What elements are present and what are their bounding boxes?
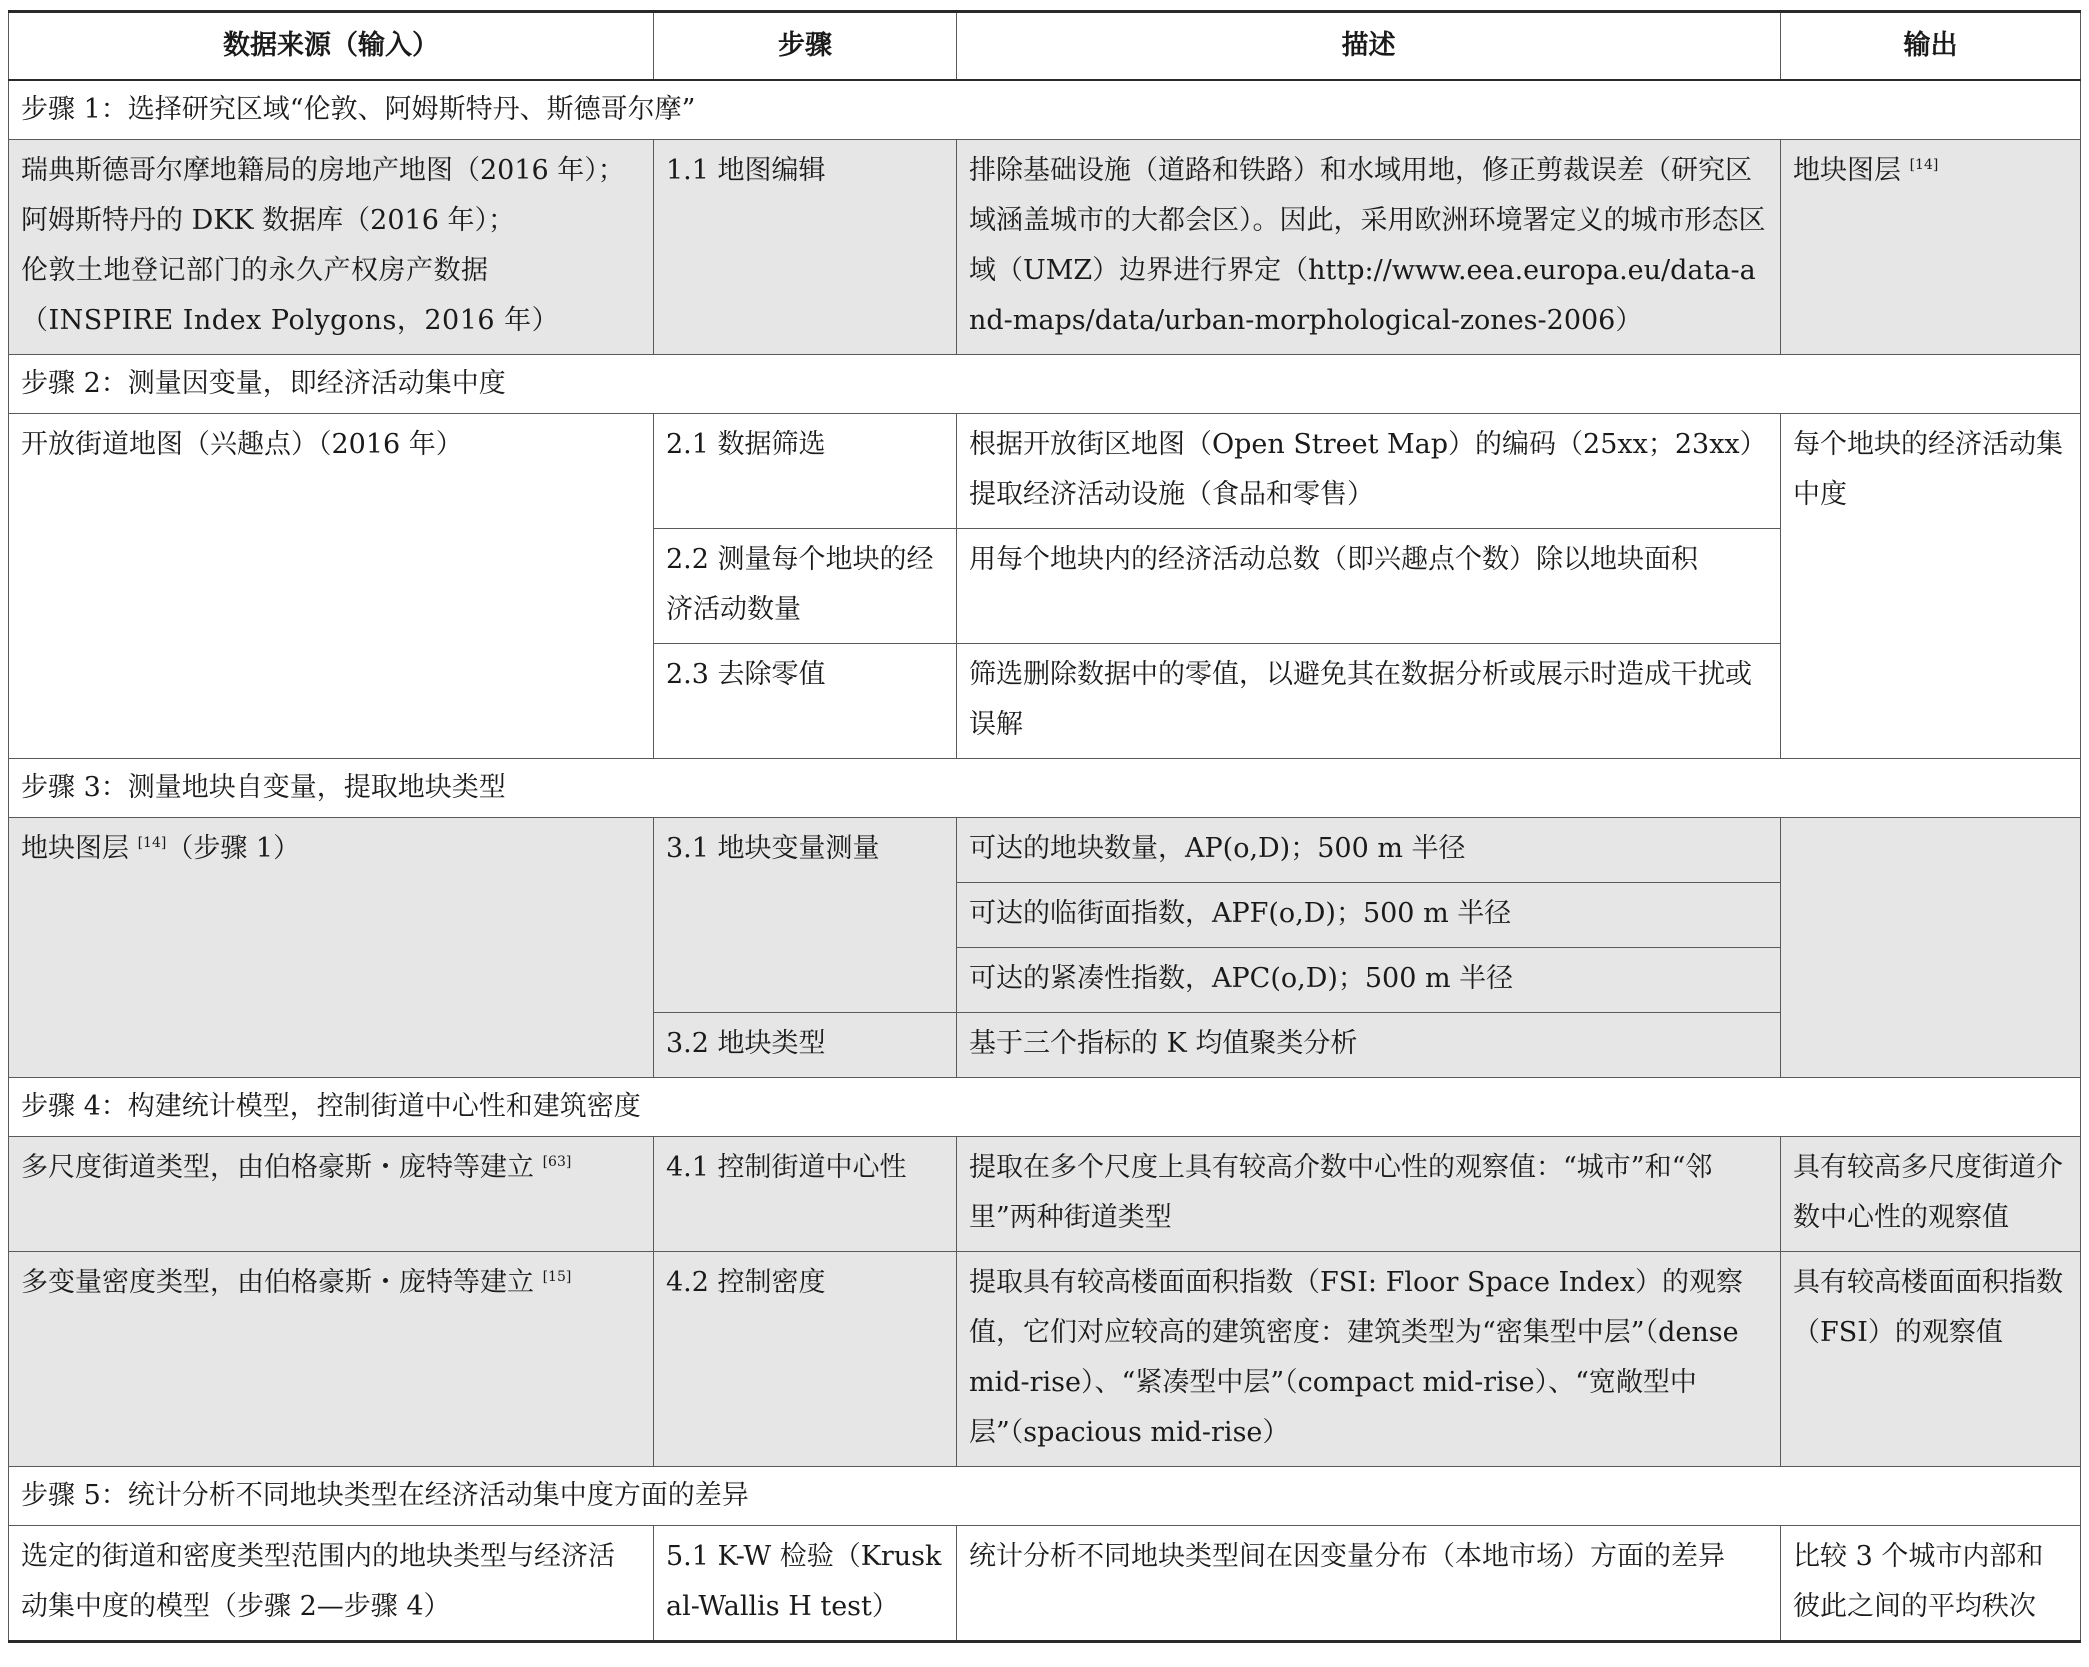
step5-step: 5.1 K-W 检验（Kruskal-Wallis H test）	[654, 1526, 957, 1642]
step3-source-text: 地块图层	[21, 833, 129, 864]
step4-row-2	[9, 1252, 2081, 1467]
step4-source-1-text: 多尺度街道类型，由伯格豪斯・庞特等建立	[21, 1152, 534, 1183]
step2-description-1: 根据开放街区地图（Open Street Map）的编码（25xx；23xx）提取经济活动设施（食品和零售）	[957, 414, 1781, 529]
step3-source	[9, 818, 654, 1078]
step1-source-line: 伦敦土地登记部门的永久产权房产数据（INSPIRE Index Polygons，2016 年）	[21, 255, 560, 336]
step1-description: 排除基础设施（道路和铁路）和水域用地，修正剪裁误差（研究区域涵盖城市的大都会区）。因此，采用欧洲环境署定义的城市形态区域（UMZ）边界进行界定（http://www.eea.europa.eu/data-and-maps/data/urban-morphological-zones-2006）	[957, 140, 1781, 355]
step2-source: 开放街道地图（兴趣点）（2016 年）	[9, 414, 654, 759]
step2-description-2: 用每个地块内的经济活动总数（即兴趣点个数）除以地块面积	[957, 529, 1781, 644]
step1-source	[9, 140, 654, 355]
step5-title: 步骤 5：统计分析不同地块类型在经济活动集中度方面的差异	[9, 1467, 2081, 1526]
step5-description: 统计分析不同地块类型间在因变量分布（本地市场）方面的差异	[957, 1526, 1781, 1642]
step4-source-2-ref: [15]	[542, 1269, 572, 1285]
step1-title: 步骤 1：选择研究区域“伦敦、阿姆斯特丹、斯德哥尔摩”	[9, 80, 2081, 140]
step3-row-1	[9, 818, 2081, 883]
header-step: 步骤	[654, 12, 957, 81]
step4-source-2-text: 多变量密度类型，由伯格豪斯・庞特等建立	[21, 1267, 534, 1298]
step4-source-1	[9, 1137, 654, 1252]
step1-output-text: 地块图层	[1793, 155, 1901, 186]
step1-row	[9, 140, 2081, 355]
step3-title: 步骤 3：测量地块自变量，提取地块类型	[9, 759, 2081, 818]
step3-output	[1781, 818, 2081, 1078]
step2-title: 步骤 2：测量因变量，即经济活动集中度	[9, 355, 2081, 414]
header-row	[9, 12, 2081, 81]
step4-description-2: 提取具有较高楼面面积指数（FSI: Floor Space Index）的观察值，它们对应较高的建筑密度：建筑类型为“密集型中层”（dense mid-rise）、“紧凑型中层”（compact mid-rise）、“宽敞型中层”（spacious mid-rise）	[957, 1252, 1781, 1467]
step3-desc-b: 基于三个指标的 K 均值聚类分析	[957, 1013, 1781, 1078]
step3-step-b: 3.2 地块类型	[654, 1013, 957, 1078]
step4-source-1-ref: [63]	[542, 1154, 572, 1170]
step4-title-row	[9, 1078, 2081, 1137]
step2-output: 每个地块的经济活动集中度	[1781, 414, 2081, 759]
step1-step: 1.1 地图编辑	[654, 140, 957, 355]
step3-source-ref: [14]	[137, 835, 167, 851]
step3-desc-a3: 可达的紧凑性指数，APC(o,D)；500 m 半径	[957, 948, 1781, 1013]
step1-title-row	[9, 80, 2081, 140]
step1-source-line: 阿姆斯特丹的 DKK 数据库（2016 年）；	[21, 205, 515, 236]
step2-step-3: 2.3 去除零值	[654, 644, 957, 759]
step3-source-suffix: （步骤 1）	[166, 833, 301, 864]
step2-title-row	[9, 355, 2081, 414]
step4-output-1: 具有较高多尺度街道介数中心性的观察值	[1781, 1137, 2081, 1252]
step2-description-3: 筛选删除数据中的零值，以避免其在数据分析或展示时造成干扰或误解	[957, 644, 1781, 759]
methodology-table	[8, 10, 2081, 1643]
step4-step-2: 4.2 控制密度	[654, 1252, 957, 1467]
step4-output-2: 具有较高楼面面积指数（FSI）的观察值	[1781, 1252, 2081, 1467]
step1-output-ref: [14]	[1909, 157, 1939, 173]
step4-description-1: 提取在多个尺度上具有较高介数中心性的观察值：“城市”和“邻里”两种街道类型	[957, 1137, 1781, 1252]
step1-output	[1781, 140, 2081, 355]
step5-source: 选定的街道和密度类型范围内的地块类型与经济活动集中度的模型（步骤 2—步骤 4）	[9, 1526, 654, 1642]
step2-step-2: 2.2 测量每个地块的经济活动数量	[654, 529, 957, 644]
header-source: 数据来源（输入）	[9, 12, 654, 81]
step3-title-row	[9, 759, 2081, 818]
step5-row	[9, 1526, 2081, 1642]
header-description: 描述	[957, 12, 1781, 81]
step3-desc-a2: 可达的临街面指数，APF(o,D)；500 m 半径	[957, 883, 1781, 948]
step2-row-1	[9, 414, 2081, 529]
step5-output: 比较 3 个城市内部和彼此之间的平均秩次	[1781, 1526, 2081, 1642]
header-output: 输出	[1781, 12, 2081, 81]
step2-step-1: 2.1 数据筛选	[654, 414, 957, 529]
step4-step-1: 4.1 控制街道中心性	[654, 1137, 957, 1252]
step4-title: 步骤 4：构建统计模型，控制街道中心性和建筑密度	[9, 1078, 2081, 1137]
step3-desc-a1: 可达的地块数量，AP(o,D)；500 m 半径	[957, 818, 1781, 883]
step4-source-2	[9, 1252, 654, 1467]
step4-row-1	[9, 1137, 2081, 1252]
step1-source-line: 瑞典斯德哥尔摩地籍局的房地产地图（2016 年）；	[21, 155, 625, 186]
step3-step-a: 3.1 地块变量测量	[654, 818, 957, 1013]
step5-title-row	[9, 1467, 2081, 1526]
